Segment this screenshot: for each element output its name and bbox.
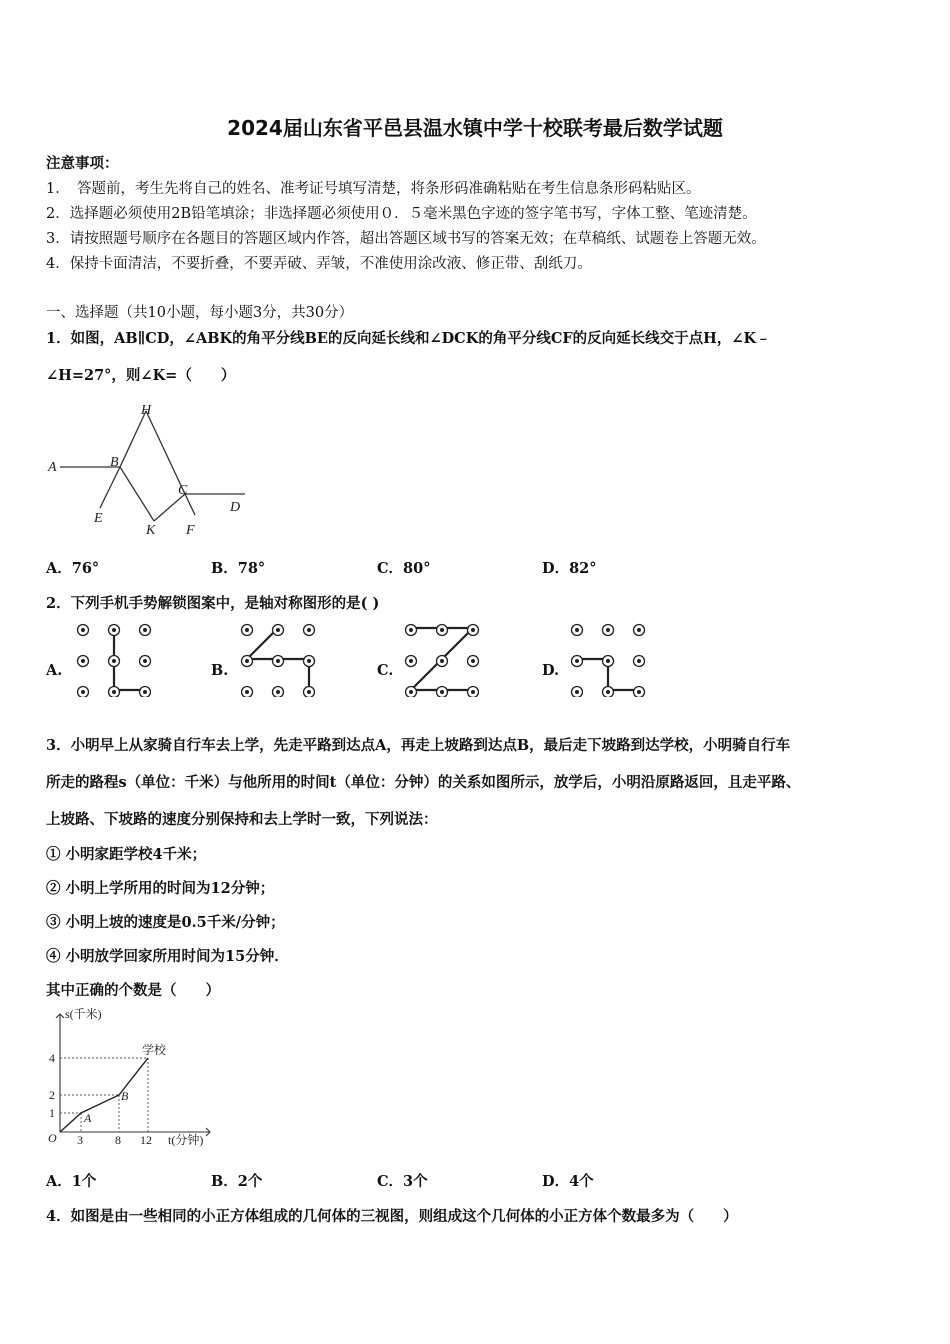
notice-item-2: 2．选择题必须使用2B铅笔填涂；非选择题必须使用０．５毫米黑色字迹的签字笔书写，字体工整、笔迹清楚。 (46, 206, 757, 222)
q3-option-a: A．1个 (46, 1173, 97, 1190)
label-e: E (94, 511, 103, 526)
label-f: F (186, 523, 195, 538)
dot-grid-d (572, 625, 645, 698)
label-b: B (110, 455, 119, 470)
xtick-3: 3 (77, 1133, 83, 1147)
unlock-dot-center (276, 628, 280, 632)
unlock-dot-center (276, 659, 280, 663)
label-c: C (178, 483, 188, 498)
q3-stem-line3: 上坡路、下坡路的速度分别保持和去上学时一致，下列说法： (46, 811, 438, 828)
section-heading: 一、选择题（共10小题，每小题3分，共30分） (46, 305, 354, 321)
dot-grid-c (406, 625, 479, 698)
q1-option-d: D．82° (542, 560, 597, 577)
unlock-dot-center (81, 659, 85, 663)
q2-label-a: A. (46, 662, 63, 679)
q3-stem-line1: 3．小明早上从家骑自行车去上学，先走平路到达点A，再走上坡路到达点B，最后走下坡路到达学校，小明骑自行车 (46, 737, 791, 754)
notice-item-1: 1． 答题前，考生先将自己的姓名、准考证号填写清楚，将条形码准确粘贴在考生信息条形码粘贴区。 (46, 181, 701, 197)
xtick-12: 12 (140, 1133, 152, 1147)
q2-label-d: D. (542, 662, 560, 679)
q2-label-c: C. (377, 662, 394, 679)
q3-question: 其中正确的个数是（ ） (46, 982, 220, 999)
q2-label-b: B. (211, 662, 229, 679)
unlock-dot-center (307, 659, 311, 663)
origin-label: O (48, 1131, 57, 1145)
unlock-dot-center (112, 628, 116, 632)
unlock-dot-center (245, 628, 249, 632)
dot-grid-b (242, 625, 315, 698)
line-be (100, 467, 120, 508)
unlock-dot-center (440, 690, 444, 694)
q3-statement-4: ④ 小明放学回家所用时间为15分钟． (46, 948, 289, 965)
q1-option-c: C．80° (377, 560, 431, 577)
line-bk (120, 467, 154, 521)
q3-statement-1: ① 小明家距学校4千米； (46, 846, 207, 863)
unlock-dot-center (575, 659, 579, 663)
q2-pattern-a (70, 617, 160, 697)
unlock-dot-center (143, 690, 147, 694)
q3-statement-3: ③ 小明上坡的速度是0.5千米/分钟； (46, 914, 285, 931)
label-a: A (48, 460, 57, 475)
unlock-dot-center (81, 690, 85, 694)
q1-option-a: A．76° (46, 560, 100, 577)
label-k: K (146, 523, 156, 538)
unlock-dot-center (440, 659, 444, 663)
unlock-dot-center (575, 690, 579, 694)
unlock-dot-center (307, 628, 311, 632)
q4-stem: 4．如图是由一些相同的小正方体组成的几何体的三视图，则组成这个几何体的小正方体个数最多为（ ） (46, 1208, 738, 1225)
unlock-dot-center (112, 659, 116, 663)
unlock-dot-center (112, 690, 116, 694)
point-b-label: B (121, 1089, 129, 1103)
unlock-dot-center (440, 628, 444, 632)
q3-statement-2: ② 小明上学所用的时间为12分钟； (46, 880, 275, 897)
unlock-dot-center (409, 628, 413, 632)
school-label: 学校 (142, 1043, 167, 1057)
unlock-dot-center (637, 659, 641, 663)
unlock-dot-center (81, 628, 85, 632)
unlock-dot-center (606, 628, 610, 632)
q3-graph (40, 1008, 220, 1150)
xtick-8: 8 (115, 1133, 121, 1147)
notice-heading: 注意事项： (46, 155, 119, 172)
q3-option-b: B．2个 (211, 1173, 263, 1190)
page-title: 2024届山东省平邑县温水镇中学十校联考最后数学试题 (227, 116, 723, 140)
point-a-label: A (84, 1111, 92, 1125)
unlock-dot-center (637, 690, 641, 694)
q3-option-d: D．4个 (542, 1173, 594, 1190)
notice-item-4: 4．保持卡面清洁，不要折叠，不要弄破、弄皱，不准使用涂改液、修正带、刮纸刀。 (46, 256, 592, 272)
ytick-1: 1 (49, 1106, 55, 1120)
q2-pattern-d (564, 617, 654, 697)
label-h: H (141, 403, 152, 418)
ylabel: s(千米) (65, 1008, 102, 1021)
unlock-dot-center (143, 628, 147, 632)
q1-stem-line1: 1．如图，AB∥CD，∠ABK的角平分线BE的反向延长线和∠DCK的角平分线CF的反向延长线交于点H，∠K﹣ (46, 330, 771, 347)
unlock-dot-center (307, 690, 311, 694)
unlock-dot-center (276, 690, 280, 694)
label-d: D (230, 500, 241, 515)
unlock-dot-center (471, 690, 475, 694)
dot-grid-a (78, 625, 151, 698)
q2-pattern-c (398, 617, 488, 697)
ytick-2: 2 (49, 1088, 55, 1102)
line-hc (146, 411, 185, 494)
line-kc (154, 494, 185, 521)
q1-figure (40, 398, 260, 543)
unlock-dot-center (245, 690, 249, 694)
q3-option-c: C．3个 (377, 1173, 428, 1190)
q2-stem: 2．下列手机手势解锁图案中，是轴对称图形的是( ) (46, 595, 380, 612)
unlock-dot-center (143, 659, 147, 663)
ytick-4: 4 (49, 1051, 55, 1065)
unlock-dot-center (409, 659, 413, 663)
line-bh (120, 411, 146, 467)
unlock-dot-center (637, 628, 641, 632)
unlock-dot-center (471, 628, 475, 632)
xlabel: t(分钟) (168, 1133, 204, 1147)
unlock-dot-center (575, 628, 579, 632)
unlock-dot-center (245, 659, 249, 663)
unlock-dot-center (471, 659, 475, 663)
q3-stem-line2: 所走的路程s（单位：千米）与他所用的时间t（单位：分钟）的关系如图所示，放学后，小明沿原路返回，且走平路、 (46, 774, 801, 791)
unlock-dot-center (409, 690, 413, 694)
notice-item-3: 3．请按照题号顺序在各题目的答题区域内作答，超出答题区域书写的答案无效；在草稿纸、试题卷上答题无效。 (46, 231, 766, 247)
unlock-dot-center (606, 690, 610, 694)
q1-stem-line2: ∠H=27°，则∠K=（ ） (46, 367, 236, 384)
q1-option-b: B．78° (211, 560, 266, 577)
unlock-dot-center (606, 659, 610, 663)
q2-pattern-b (234, 617, 324, 697)
